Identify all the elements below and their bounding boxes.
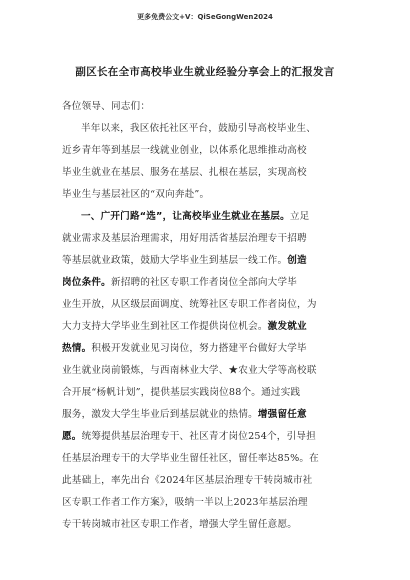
paragraph-line bbox=[62, 272, 352, 294]
paragraph-line: 任基层治理专干的大学毕业生留任社区，留任率达85%。在 bbox=[62, 453, 319, 464]
subheading-run: 岗位条件。 bbox=[62, 277, 111, 288]
paragraph-line: 就业需求及基层治理需求，用好用活省基层治理专干招聘 bbox=[62, 233, 307, 244]
text-run: 新招聘的社区专职工作者岗位全部向大学毕 bbox=[110, 277, 298, 288]
subheading-run: 愿。 bbox=[62, 431, 82, 442]
text-run: 立足 bbox=[289, 211, 310, 222]
text-run: 统筹提供基层治理专干、社区青才岗位254个，引导担 bbox=[81, 431, 316, 442]
subheading-run: 热情。 bbox=[62, 343, 92, 354]
subheading-run: 增强留任意 bbox=[257, 409, 307, 420]
text-run: 积极开发就业见习岗位，努力搭建平台做好大学毕 bbox=[91, 343, 307, 354]
text-run: 大力支持大学毕业生到社区工作提供岗位机会。 bbox=[62, 321, 268, 332]
paragraph-line: 业生就业岗前锻炼，与西南林业大学、★农业大学等高校联 bbox=[62, 365, 317, 376]
text-run: 服务，激发大学生毕业后到基层就业的热情。 bbox=[62, 409, 258, 420]
paragraph-line: 近乡青年等到基层一线就业创业，以体系化思维推动高校 bbox=[62, 145, 307, 156]
paragraph-line bbox=[62, 404, 352, 426]
subheading-run: 创造 bbox=[287, 255, 307, 266]
paragraph-line: 区专职工作者工作方案》，吸纳一半以上2023年基层治理 bbox=[62, 497, 308, 508]
text-run: 等基层就业政策，鼓励大学毕业生到基层一线工作。 bbox=[62, 255, 288, 266]
document-body bbox=[62, 96, 352, 536]
salutation: 各位领导、同志们： bbox=[62, 101, 151, 112]
document-title: 副区长在全市高校毕业生就业经验分享会上的汇报发言 bbox=[75, 66, 335, 78]
paragraph-line: 半年以来，我区依托社区平台，鼓励引导高校毕业生、 bbox=[81, 123, 317, 134]
paragraph-line: 毕业生就业在基层、服务在基层、扎根在基层，实现高校 bbox=[62, 167, 307, 178]
paragraph-line bbox=[62, 250, 352, 272]
paragraph-line bbox=[62, 426, 352, 448]
paragraph-line: 此基础上，率先出台《2024年区基层治理专干转岗城市社 bbox=[62, 475, 313, 486]
page-header: 更多免费公文+V：QiSeGongWen2024 bbox=[137, 13, 273, 21]
paragraph-line: 合开展“杨帆计划”，提供基层实践岗位88个。通过实践 bbox=[62, 387, 301, 398]
paragraph-line: 毕业生与基层社区的“双向奔赴”。 bbox=[62, 189, 210, 200]
paragraph-line: 专干转岗城市社区专职工作者，增强大学生留任意愿。 bbox=[62, 519, 298, 530]
section-heading-line bbox=[62, 206, 352, 228]
paragraph-line bbox=[62, 316, 352, 338]
paragraph-line: 业生开放，从区级层面调度、统筹社区专职工作者岗位，为 bbox=[62, 299, 317, 310]
subheading-run: 激发就业 bbox=[267, 321, 307, 332]
section-heading: 一、广开门路“选”，让高校毕业生就业在基层。 bbox=[81, 211, 290, 222]
paragraph-line bbox=[62, 338, 352, 360]
